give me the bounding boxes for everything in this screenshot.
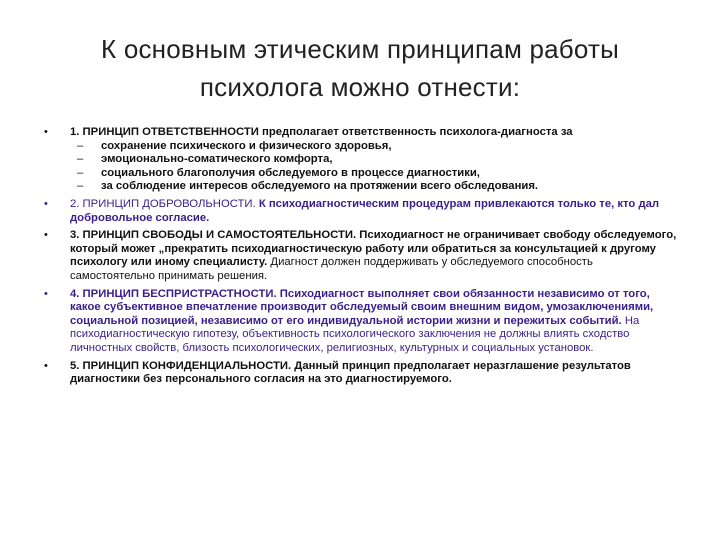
principle-3-text-bold: Психодиагност не ограничивает свободу обследуемого, который может „прекратить психодиагностическую работу или обратиться за консультацией к другому психологу или иному специалисту. — [70, 229, 677, 269]
principle-1-text: предполагает ответственность психолога-диагноста за — [258, 126, 573, 138]
dash-icon: – — [77, 153, 84, 166]
bullet-icon: • — [44, 359, 48, 372]
principle-item-2 — [44, 198, 680, 225]
dash-icon: – — [77, 139, 84, 152]
bullet-icon: • — [44, 287, 48, 300]
principle-4-text: На психодиагностическую гипотезу, объективность психологического заключения не должны влиять сходство личностных свойств, близость психологических, религиозных, культурных и социальных установок. — [70, 314, 640, 354]
principles-list — [44, 126, 680, 387]
principle-1-head: 1. ПРИНЦИП ОТВЕТСТВЕННОСТИ — [70, 126, 259, 138]
subitem-text: сохранение психического и физического здоровья, — [101, 139, 392, 152]
principle-3-text: Диагност должен поддерживать у обследуемого способность самостоятельно принимать решения. — [70, 256, 593, 282]
principle-item-5 — [44, 360, 680, 387]
principle-1-subitem-1 — [44, 140, 680, 154]
principle-item-4 — [44, 288, 680, 356]
dash-icon: – — [77, 180, 84, 193]
principle-2-head: 2. ПРИНЦИП ДОБРОВОЛЬНОСТИ. — [70, 197, 256, 210]
bullet-icon: • — [44, 229, 48, 242]
principle-1-subitem-2 — [44, 153, 680, 167]
principle-4-text-bold: Психодиагност выполняет свои обязанности независимо от того, какое субъективное впечатление производит обследуемый своим внешним видом, умозаключениями, социальной позицией, независимо от его индивидуальной истории жизни и пережитых событий. — [70, 287, 654, 327]
principle-4-head: 4. ПРИНЦИП БЕСПРИСТРАСТНОСТИ. — [70, 287, 277, 300]
principle-item-1 — [44, 126, 680, 140]
principle-5-head: 5. ПРИНЦИП КОНФИДЕНЦИАЛЬНОСТИ. — [70, 359, 292, 372]
slide-title — [40, 30, 680, 106]
dash-icon: – — [77, 166, 84, 179]
subitem-text: за соблюдение интересов обследуемого на протяжении всего обследования. — [101, 180, 539, 193]
subitem-text: эмоционально-соматического комфорта, — [101, 153, 333, 166]
principle-3-head: 3. ПРИНЦИП СВОБОДЫ И САМОСТОЯТЕЛЬНОСТИ. — [70, 229, 357, 242]
title-line-2: психолога можно отнести: — [199, 72, 521, 102]
principle-5-text: Данный принцип предполагает неразглашение результатов диагностики без персонального согласия на это диагностируемого. — [70, 359, 631, 386]
bullet-icon: • — [44, 197, 48, 210]
subitem-text: социального благополучия обследуемого в процессе диагностики, — [101, 166, 480, 179]
principle-1-subitem-4 — [44, 180, 680, 194]
principle-item-3 — [44, 229, 680, 283]
bullet-icon: • — [44, 126, 48, 138]
principle-2-text: К психодиагностическим процедурам привлекаются только те, кто дал добровольное согласие. — [70, 197, 660, 224]
principle-1-subitem-3 — [44, 167, 680, 181]
title-line-1: К основным этическим принципам работы — [101, 34, 619, 64]
